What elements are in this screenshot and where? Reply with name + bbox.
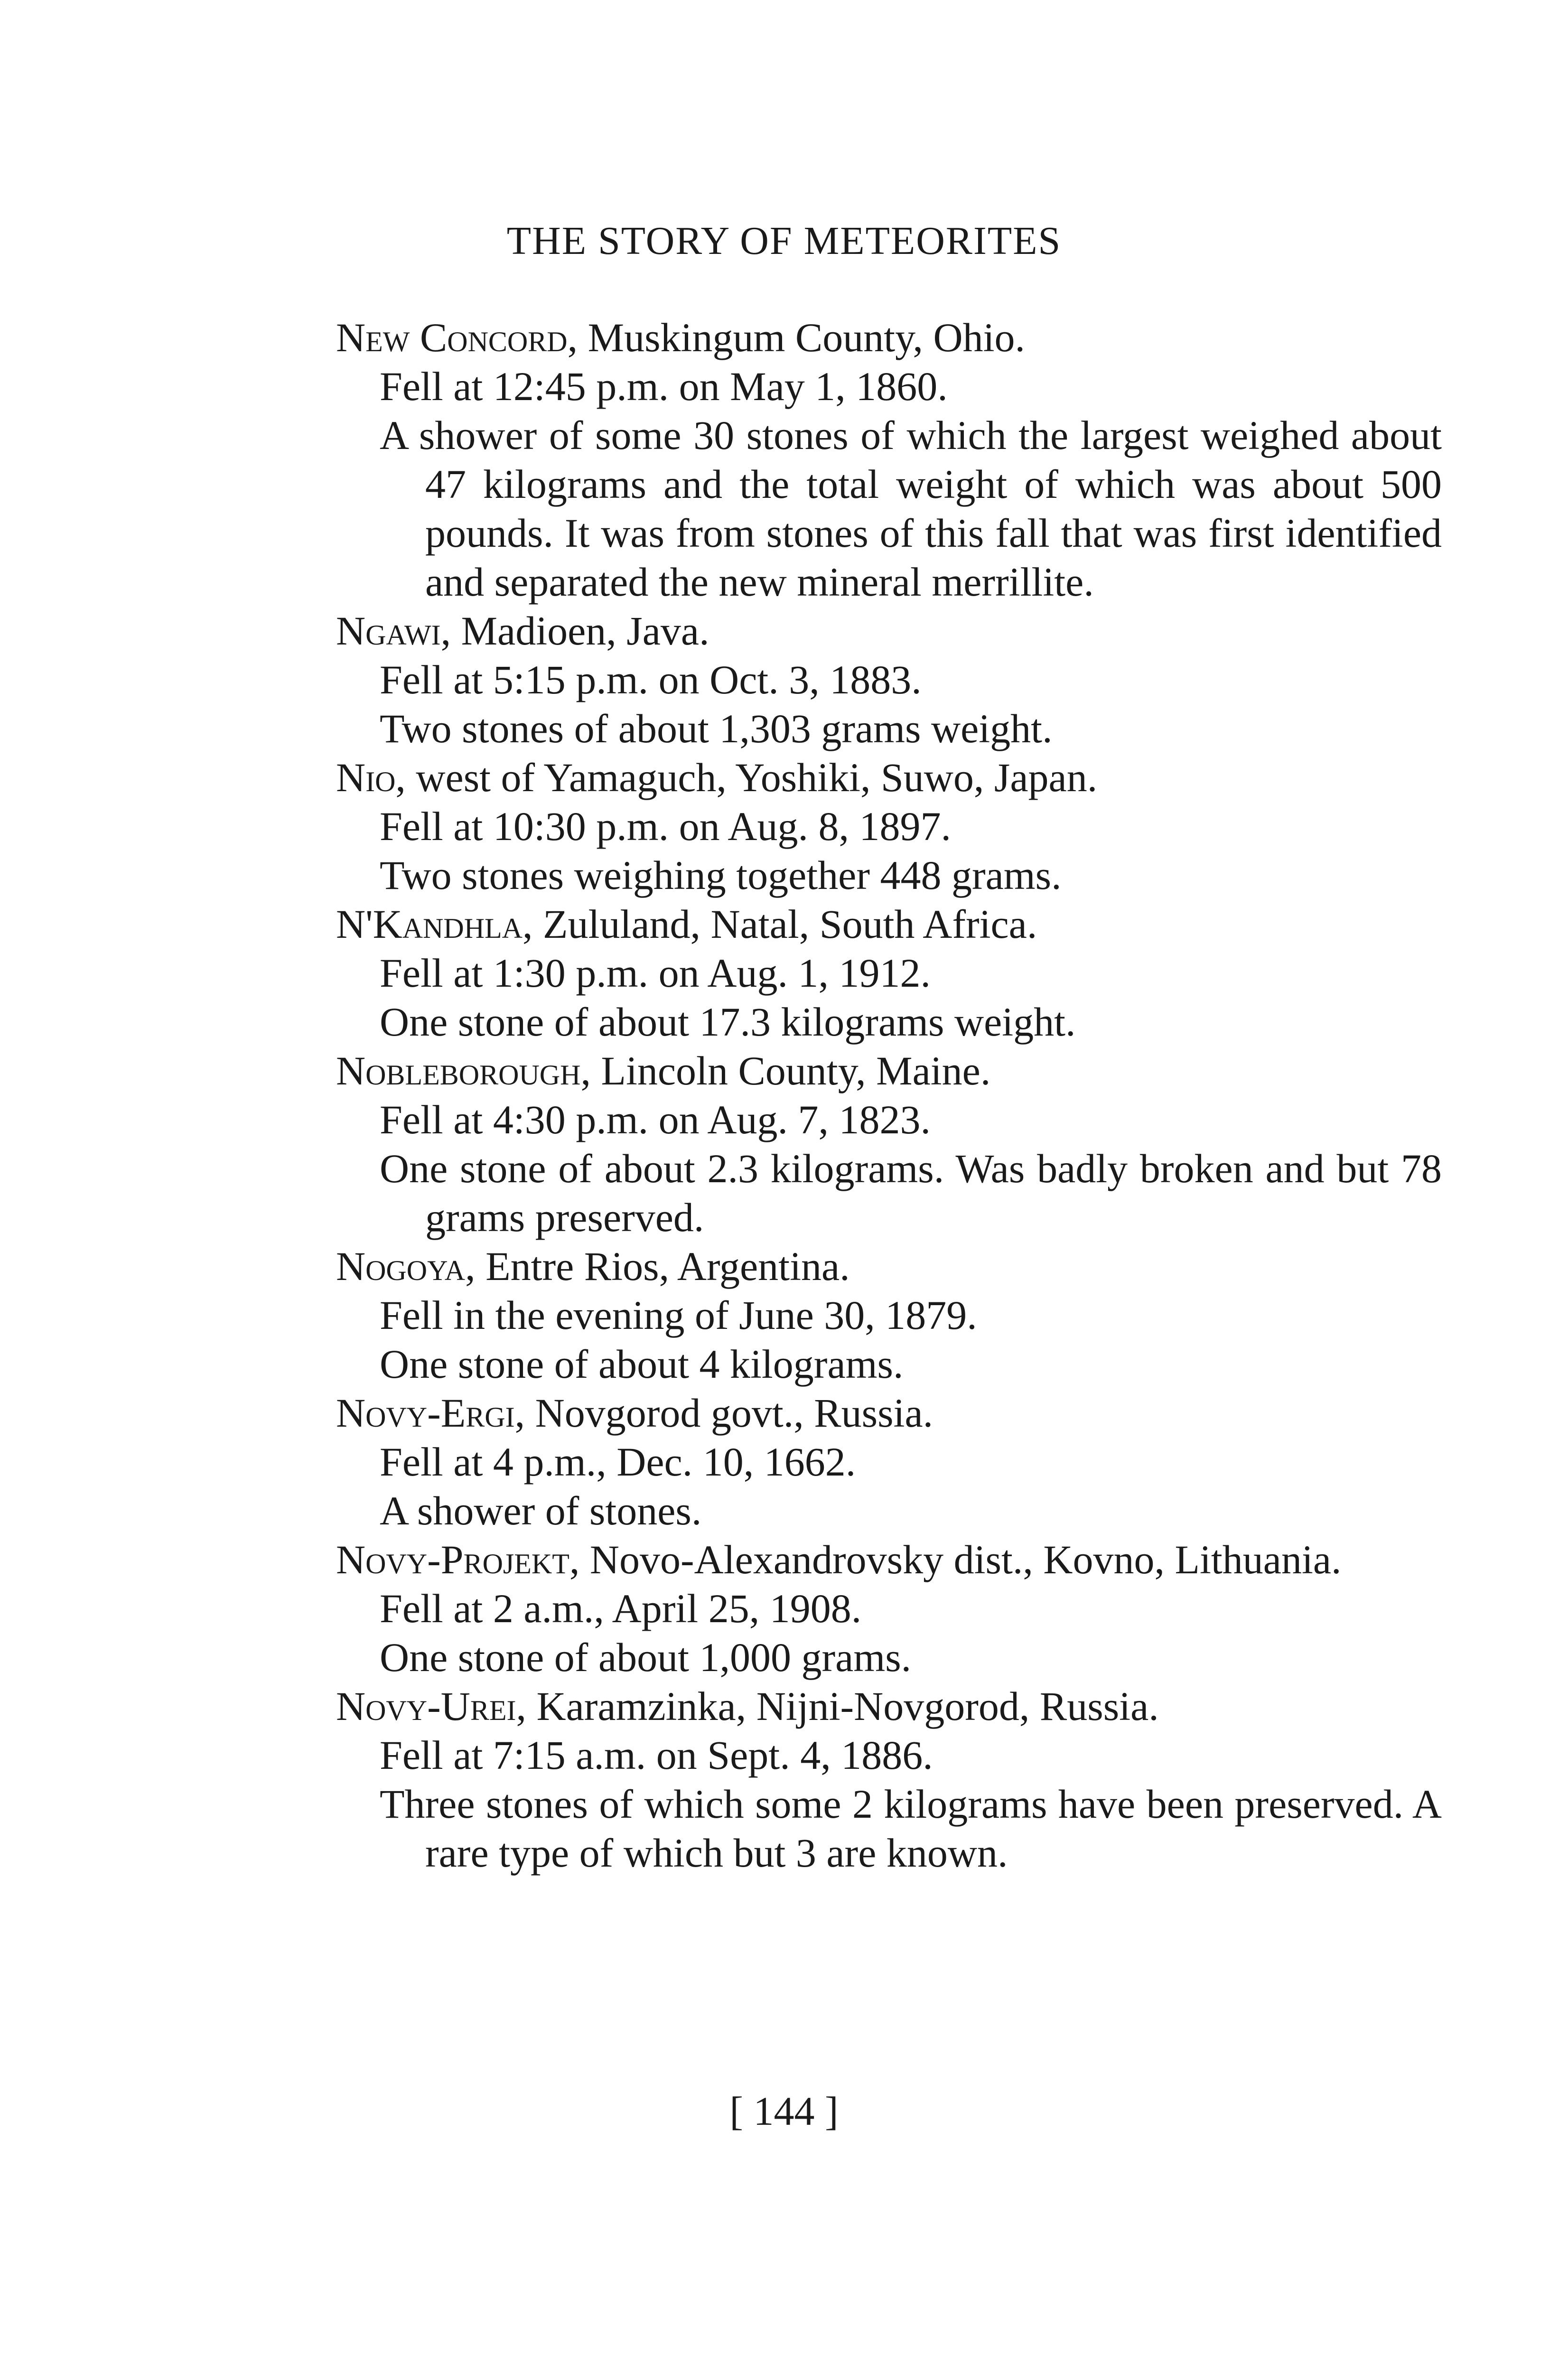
place-location: , Muskingum County, Ohio. [567,315,1026,360]
entry-novy-projekt [336,1535,1442,1682]
place-name: Novy-Ergi [336,1390,515,1436]
place-name: Nogoya [336,1243,466,1289]
entry-heading [336,900,1442,949]
place-location: , Madioen, Java. [440,608,709,654]
entry-nio [336,753,1442,900]
entry-heading [336,1682,1442,1731]
fall-description: One stone of about 4 kilograms. [380,1341,904,1387]
entry-novy-ergi [336,1389,1442,1535]
entry-heading [336,607,1442,655]
fall-description: One stone of about 2.3 kilograms. Was badly broken and but 78 grams preserved. [380,1146,1442,1240]
entry-ngawi [336,607,1442,753]
place-location: , Novo-Alexandrovsky dist., Kovno, Lithuania. [569,1537,1342,1582]
page-number: [ 144 ] [729,2088,839,2134]
entry-nobleborough [336,1046,1442,1242]
place-name: Nobleborough [336,1048,581,1093]
fall-description: Two stones of about 1,303 grams weight. [380,706,1053,751]
place-location: , Novgorod govt., Russia. [514,1390,933,1436]
place-location: , Lincoln County, Maine. [580,1048,991,1093]
entry-heading [336,313,1442,362]
place-name: Ngawi [336,608,441,654]
place-name: New Concord [336,315,568,360]
place-location: , west of Yamaguch, Yoshiki, Suwo, Japan. [395,755,1098,800]
fall-date: Fell at 7:15 a.m. on Sept. 4, 1886. [380,1732,933,1778]
entry-new-concord [336,313,1442,607]
fall-date: Fell at 12:45 p.m. on May 1, 1860. [380,364,948,409]
entry-nkandhla [336,900,1442,1046]
entry-heading [336,753,1442,802]
place-name: Novy-Urei [336,1683,516,1729]
place-name: Nio [336,755,396,800]
place-location: , Zululand, Natal, South Africa. [523,901,1037,947]
place-location: , Karamzinka, Nijni-Novgorod, Russia. [516,1683,1159,1729]
fall-date: Fell in the evening of June 30, 1879. [380,1292,977,1338]
fall-date: Fell at 10:30 p.m. on Aug. 8, 1897. [380,803,951,849]
fall-description: A shower of stones. [380,1488,702,1533]
entry-heading [336,1046,1442,1095]
place-name: N'Kandhla [336,901,523,947]
fall-description: One stone of about 1,000 grams. [380,1635,912,1680]
fall-date: Fell at 1:30 p.m. on Aug. 1, 1912. [380,950,931,996]
place-location: , Entre Rios, Argentina. [465,1243,850,1289]
fall-date: Fell at 4 p.m., Dec. 10, 1662. [380,1439,856,1485]
place-name: Novy-Projekt [336,1537,569,1582]
fall-date: Fell at 5:15 p.m. on Oct. 3, 1883. [380,657,922,702]
fall-date: Fell at 4:30 p.m. on Aug. 7, 1823. [380,1097,931,1142]
fall-description: A shower of some 30 stones of which the largest weighed about 47 kilograms and the total weight of which was about 500 pounds. It was from stones of this fall that was first identified and separated the new mineral merrillite. [380,412,1442,605]
fall-date: Fell at 2 a.m., April 25, 1908. [380,1586,862,1631]
entry-nogoya [336,1242,1442,1389]
entry-heading [336,1242,1442,1291]
fall-description: Two stones weighing together 448 grams. [380,852,1062,898]
fall-description: Three stones of which some 2 kilograms have been preserved. A rare type of which but 3 are known. [380,1781,1442,1876]
meteorite-list [336,313,1442,1878]
running-head: THE STORY OF METEORITES [506,219,1062,263]
entry-heading [336,1389,1442,1438]
fall-description: One stone of about 17.3 kilograms weight. [380,999,1076,1045]
entry-heading [336,1535,1442,1584]
entry-novy-urei [336,1682,1442,1878]
